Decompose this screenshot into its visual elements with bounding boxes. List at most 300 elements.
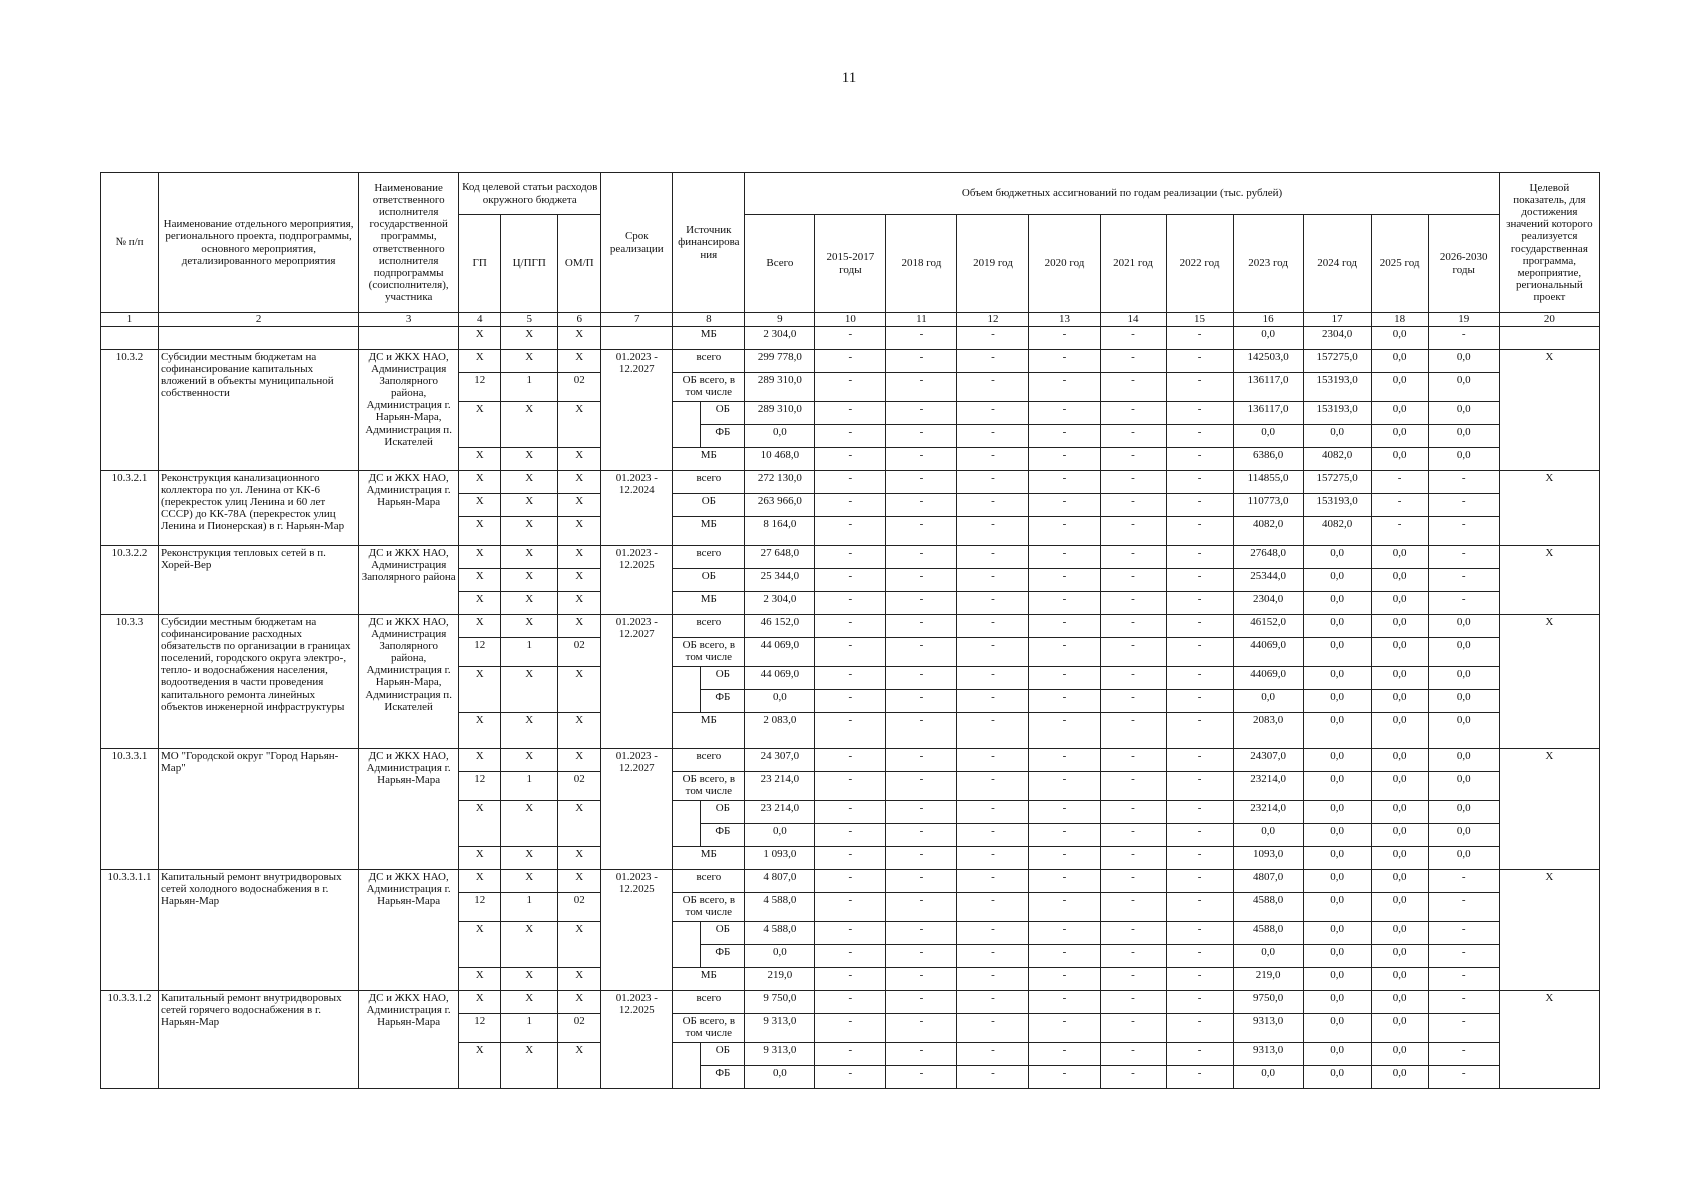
cell: 2 083,0: [745, 713, 815, 749]
source-cell: всего: [673, 749, 745, 772]
cell: -: [886, 350, 957, 373]
cell: -: [1166, 824, 1233, 847]
cell: 0,0: [1303, 945, 1371, 968]
cell: -: [815, 327, 886, 350]
item-executor: ДС и ЖКХ НАО, Администрация г. Нарьян-Мара: [359, 749, 459, 870]
source-cell: МБ: [673, 713, 745, 749]
cell: -: [1166, 402, 1233, 425]
cell: 0,0: [745, 824, 815, 847]
header-2024: 2024 год: [1303, 215, 1371, 313]
cell: -: [886, 448, 957, 471]
cell: -: [957, 592, 1029, 615]
cell: -: [815, 801, 886, 824]
cell: X: [459, 870, 501, 893]
cell: -: [1428, 945, 1499, 968]
cell: -: [1428, 991, 1499, 1014]
cell: 0,0: [1303, 569, 1371, 592]
cell: -: [1428, 517, 1499, 546]
column-number: 8: [673, 313, 745, 327]
cell: -: [1029, 824, 1100, 847]
cell: 25 344,0: [745, 569, 815, 592]
cell: 0,0: [1371, 801, 1428, 824]
cell: -: [886, 327, 957, 350]
cell: 0,0: [1233, 425, 1303, 448]
column-number: 12: [957, 313, 1029, 327]
cell: X: [501, 847, 558, 870]
item-target: X: [1499, 870, 1599, 991]
cell: -: [886, 1066, 957, 1089]
header-omp: ОМ/П: [558, 215, 601, 313]
item-executor: ДС и ЖКХ НАО, Администрация г. Нарьян-Мара: [359, 870, 459, 991]
cell: -: [1029, 1043, 1100, 1066]
cell: -: [886, 1043, 957, 1066]
cell: 1: [501, 772, 558, 801]
column-number: 6: [558, 313, 601, 327]
cell: -: [957, 1066, 1029, 1089]
cell: 6386,0: [1233, 448, 1303, 471]
cell: 44 069,0: [745, 638, 815, 667]
cell: -: [886, 824, 957, 847]
item-number: 10.3.2.1: [101, 471, 159, 546]
cell: 25344,0: [1233, 569, 1303, 592]
cell: 0,0: [1428, 667, 1499, 690]
cell: -: [1166, 615, 1233, 638]
cell: X: [459, 350, 501, 373]
cell: 1: [501, 638, 558, 667]
cell: X: [459, 922, 501, 968]
cell: [673, 402, 701, 448]
cell: -: [1029, 1066, 1100, 1089]
cell: 157275,0: [1303, 350, 1371, 373]
cell: 4082,0: [1303, 448, 1371, 471]
cell: -: [815, 968, 886, 991]
cell: 27 648,0: [745, 546, 815, 569]
cell: -: [815, 991, 886, 1014]
cell: -: [957, 1014, 1029, 1043]
cell: 0,0: [1303, 1066, 1371, 1089]
cell: -: [1166, 425, 1233, 448]
cell: 0,0: [1428, 801, 1499, 824]
cell: 0,0: [1428, 824, 1499, 847]
cell: 0,0: [1303, 425, 1371, 448]
cell: -: [1166, 893, 1233, 922]
source-cell: всего: [673, 615, 745, 638]
cell: X: [558, 991, 601, 1014]
cell: X: [459, 448, 501, 471]
cell: -: [886, 546, 957, 569]
cell: -: [886, 991, 957, 1014]
cell: 2 304,0: [745, 592, 815, 615]
cell: [159, 327, 359, 350]
source-cell: ФБ: [701, 425, 745, 448]
cell: 0,0: [1303, 690, 1371, 713]
cell: X: [459, 615, 501, 638]
cell: -: [1029, 546, 1100, 569]
cell: X: [459, 402, 501, 448]
column-number: 9: [745, 313, 815, 327]
item-term: 01.2023 - 12.2027: [601, 749, 673, 870]
cell: 0,0: [1303, 713, 1371, 749]
cell: -: [957, 749, 1029, 772]
cell: -: [1029, 1014, 1100, 1043]
cell: 4807,0: [1233, 870, 1303, 893]
cell: -: [815, 373, 886, 402]
cell: 44 069,0: [745, 667, 815, 690]
cell: -: [1166, 350, 1233, 373]
cell: X: [558, 870, 601, 893]
cell: -: [1029, 517, 1100, 546]
cell: -: [957, 350, 1029, 373]
column-number-row: [101, 313, 1600, 327]
cell: X: [501, 517, 558, 546]
cell: X: [501, 592, 558, 615]
cell: 0,0: [1233, 327, 1303, 350]
header-code-group: Код целевой статьи расходов окружного бюджета: [459, 173, 601, 215]
cell: -: [957, 494, 1029, 517]
cell: -: [957, 945, 1029, 968]
cell: -: [815, 922, 886, 945]
cell: X: [558, 801, 601, 847]
item-number: 10.3.2.2: [101, 546, 159, 615]
source-cell: ОБ: [673, 569, 745, 592]
cell: 0,0: [1371, 945, 1428, 968]
cell: -: [1371, 494, 1428, 517]
cell: X: [501, 615, 558, 638]
column-number: 10: [815, 313, 886, 327]
cell: 0,0: [1303, 592, 1371, 615]
cell: -: [1166, 592, 1233, 615]
cell: -: [1100, 638, 1166, 667]
column-number: 2: [159, 313, 359, 327]
cell: 4 807,0: [745, 870, 815, 893]
cell: -: [1428, 1066, 1499, 1089]
cell: X: [558, 615, 601, 638]
cell: 0,0: [1371, 1043, 1428, 1066]
cell: -: [815, 1066, 886, 1089]
cell: X: [558, 471, 601, 494]
cell: -: [1166, 667, 1233, 690]
cell: -: [957, 471, 1029, 494]
cell: 0,0: [1371, 922, 1428, 945]
cell: -: [886, 847, 957, 870]
cell: 1093,0: [1233, 847, 1303, 870]
source-cell: ФБ: [701, 690, 745, 713]
cell: X: [558, 667, 601, 713]
cell: 0,0: [745, 1066, 815, 1089]
cell: -: [815, 667, 886, 690]
cell: -: [815, 690, 886, 713]
cell: -: [1166, 945, 1233, 968]
cell: 0,0: [1371, 373, 1428, 402]
cell: -: [957, 615, 1029, 638]
cell: X: [459, 749, 501, 772]
cell: -: [1029, 991, 1100, 1014]
cell: -: [957, 402, 1029, 425]
header-total: Всего: [745, 215, 815, 313]
item-term: 01.2023 - 12.2025: [601, 991, 673, 1089]
cell: -: [1029, 494, 1100, 517]
cell: 2304,0: [1303, 327, 1371, 350]
cell: 0,0: [1371, 425, 1428, 448]
cell: -: [1428, 569, 1499, 592]
cell: -: [815, 448, 886, 471]
cell: -: [886, 690, 957, 713]
cell: X: [501, 350, 558, 373]
cell: -: [957, 425, 1029, 448]
cell: -: [1100, 592, 1166, 615]
cell: 0,0: [1371, 824, 1428, 847]
cell: 0,0: [745, 945, 815, 968]
cell: 0,0: [1371, 592, 1428, 615]
cell: 0,0: [1303, 922, 1371, 945]
cell: 0,0: [1371, 402, 1428, 425]
cell: 0,0: [1371, 638, 1428, 667]
cell: -: [1166, 638, 1233, 667]
cell: -: [1100, 690, 1166, 713]
cell: 0,0: [1371, 847, 1428, 870]
item-name: Реконструкция тепловых сетей в п. Хорей-Вер: [159, 546, 359, 615]
table-row: [101, 615, 1600, 638]
cell: 0,0: [1428, 425, 1499, 448]
cell: 2 304,0: [745, 327, 815, 350]
cell: -: [1029, 893, 1100, 922]
cell: 1: [501, 373, 558, 402]
cell: 0,0: [1303, 893, 1371, 922]
cell: -: [1428, 1043, 1499, 1066]
cell: -: [1166, 801, 1233, 824]
cell: -: [886, 638, 957, 667]
cell: 0,0: [1428, 373, 1499, 402]
cell: -: [1166, 870, 1233, 893]
cell: -: [957, 991, 1029, 1014]
cell: 0,0: [1428, 350, 1499, 373]
cell: -: [1100, 1014, 1166, 1043]
source-cell: ФБ: [701, 1066, 745, 1089]
cell: 0,0: [1303, 749, 1371, 772]
cell: [673, 667, 701, 713]
cell: X: [501, 922, 558, 968]
cell: -: [1100, 517, 1166, 546]
cell: 0,0: [1371, 448, 1428, 471]
cell: -: [815, 402, 886, 425]
header-2020: 2020 год: [1029, 215, 1100, 313]
cell: -: [1100, 991, 1166, 1014]
cell: -: [1428, 922, 1499, 945]
cell: -: [815, 546, 886, 569]
cell: X: [558, 592, 601, 615]
cell: X: [558, 968, 601, 991]
cell: 0,0: [1371, 893, 1428, 922]
cell: X: [459, 546, 501, 569]
header-gp: ГП: [459, 215, 501, 313]
cell: 0,0: [1428, 615, 1499, 638]
cell: -: [957, 893, 1029, 922]
column-number: 19: [1428, 313, 1499, 327]
cell: -: [1371, 471, 1428, 494]
column-number: 4: [459, 313, 501, 327]
cell: -: [957, 713, 1029, 749]
cell: 24 307,0: [745, 749, 815, 772]
cell: -: [1029, 615, 1100, 638]
cell: 12: [459, 772, 501, 801]
cell: -: [886, 471, 957, 494]
cell: 0,0: [1428, 847, 1499, 870]
cell: 02: [558, 638, 601, 667]
cell: -: [1100, 945, 1166, 968]
cell: -: [815, 350, 886, 373]
header-2022: 2022 год: [1166, 215, 1233, 313]
cell: -: [1029, 569, 1100, 592]
cell: 0,0: [1233, 945, 1303, 968]
source-cell: всего: [673, 870, 745, 893]
cell: 0,0: [1371, 772, 1428, 801]
cell: X: [501, 448, 558, 471]
cell: 24307,0: [1233, 749, 1303, 772]
cell: -: [1166, 772, 1233, 801]
item-executor: ДС и ЖКХ НАО, Администрация г. Нарьян-Мара: [359, 991, 459, 1089]
cell: -: [1166, 327, 1233, 350]
cell: 263 966,0: [745, 494, 815, 517]
item-number: 10.3.3.1.1: [101, 870, 159, 991]
column-number: 3: [359, 313, 459, 327]
item-target: X: [1499, 350, 1599, 471]
source-cell: всего: [673, 350, 745, 373]
cell: 0,0: [1371, 870, 1428, 893]
cell: 23214,0: [1233, 801, 1303, 824]
cell: -: [1100, 968, 1166, 991]
cell: 0,0: [1303, 772, 1371, 801]
cell: -: [886, 1014, 957, 1043]
cell: [601, 327, 673, 350]
cell: -: [1029, 667, 1100, 690]
cell: X: [558, 569, 601, 592]
source-cell: МБ: [673, 968, 745, 991]
cell: -: [1029, 772, 1100, 801]
header-2019: 2019 год: [957, 215, 1029, 313]
cell: 46 152,0: [745, 615, 815, 638]
source-cell: ОБ: [673, 494, 745, 517]
table-row: [101, 870, 1600, 893]
cell: X: [501, 991, 558, 1014]
cell: -: [1428, 546, 1499, 569]
cell: 0,0: [1428, 402, 1499, 425]
item-name: МО "Городской округ "Город Нарьян-Мар": [159, 749, 359, 870]
source-cell: ФБ: [701, 945, 745, 968]
cell: X: [459, 801, 501, 847]
item-number: 10.3.2: [101, 350, 159, 471]
cell: -: [815, 945, 886, 968]
cell: -: [1428, 592, 1499, 615]
cell: -: [1166, 968, 1233, 991]
cell: -: [1029, 690, 1100, 713]
cell: X: [459, 471, 501, 494]
cell: -: [815, 713, 886, 749]
cell: -: [815, 425, 886, 448]
cell: -: [1100, 615, 1166, 638]
cell: X: [501, 1043, 558, 1089]
header-2023: 2023 год: [1233, 215, 1303, 313]
cell: 12: [459, 1014, 501, 1043]
cell: 0,0: [745, 425, 815, 448]
cell: -: [886, 592, 957, 615]
item-term: 01.2023 - 12.2024: [601, 471, 673, 546]
cell: -: [1428, 893, 1499, 922]
cell: X: [558, 350, 601, 373]
header-event-name: Наименование отдельного мероприятия, регионального проекта, подпрограммы, основного мероприятия, детализированного мероприятия: [159, 173, 359, 313]
cell: 23214,0: [1233, 772, 1303, 801]
cell: -: [886, 801, 957, 824]
cell: 23 214,0: [745, 801, 815, 824]
cell: X: [459, 592, 501, 615]
cell: 0,0: [1371, 713, 1428, 749]
cell: -: [1029, 749, 1100, 772]
cell: -: [957, 569, 1029, 592]
cell: 0,0: [1371, 546, 1428, 569]
cell: -: [957, 824, 1029, 847]
source-cell: МБ: [673, 847, 745, 870]
item-name: Субсидии местным бюджетам на софинансирование расходных обязательств по организации в границах поселений, городского округа электро-, тепло- и водоснабжения населения, водоотведения в части проведения капитального ремонта линейных объектов инженерной инфраструктуры: [159, 615, 359, 749]
cell: -: [1100, 1066, 1166, 1089]
cell: 12: [459, 638, 501, 667]
cell: 0,0: [1371, 569, 1428, 592]
page-number: 11: [841, 70, 857, 86]
cell: 4588,0: [1233, 922, 1303, 945]
cell: -: [957, 870, 1029, 893]
cell: 44069,0: [1233, 638, 1303, 667]
source-cell: ОБ: [701, 801, 745, 824]
cell: -: [886, 517, 957, 546]
cell: 0,0: [1303, 991, 1371, 1014]
cell: -: [1166, 569, 1233, 592]
cell: -: [815, 517, 886, 546]
cell: -: [1100, 893, 1166, 922]
item-executor: ДС и ЖКХ НАО, Администрация Заполярного района: [359, 546, 459, 615]
cell: X: [558, 517, 601, 546]
cell: -: [886, 402, 957, 425]
cell: -: [1100, 327, 1166, 350]
item-term: 01.2023 - 12.2025: [601, 870, 673, 991]
cell: -: [1428, 327, 1499, 350]
cell: 0,0: [1303, 638, 1371, 667]
cell: X: [459, 713, 501, 749]
cell: X: [501, 471, 558, 494]
cell: -: [1029, 945, 1100, 968]
cell: -: [1428, 471, 1499, 494]
source-cell: ОБ: [701, 922, 745, 945]
table-row: [101, 991, 1600, 1014]
cell: -: [957, 517, 1029, 546]
cell: 46152,0: [1233, 615, 1303, 638]
cell: -: [1166, 713, 1233, 749]
cell: -: [1100, 402, 1166, 425]
cell: X: [558, 448, 601, 471]
item-term: 01.2023 - 12.2027: [601, 350, 673, 471]
budget-allocation-table: [100, 172, 1600, 1089]
cell: -: [886, 945, 957, 968]
cell: [359, 327, 459, 350]
table-row: [101, 471, 1600, 494]
cell: X: [501, 801, 558, 847]
cell: -: [1029, 713, 1100, 749]
cell: -: [1100, 1043, 1166, 1066]
cell: 0,0: [1371, 1066, 1428, 1089]
cell: 136117,0: [1233, 373, 1303, 402]
cell: 0,0: [1303, 870, 1371, 893]
cell: 142503,0: [1233, 350, 1303, 373]
cell: X: [459, 991, 501, 1014]
cell: 157275,0: [1303, 471, 1371, 494]
header-number: № п/п: [101, 173, 159, 313]
